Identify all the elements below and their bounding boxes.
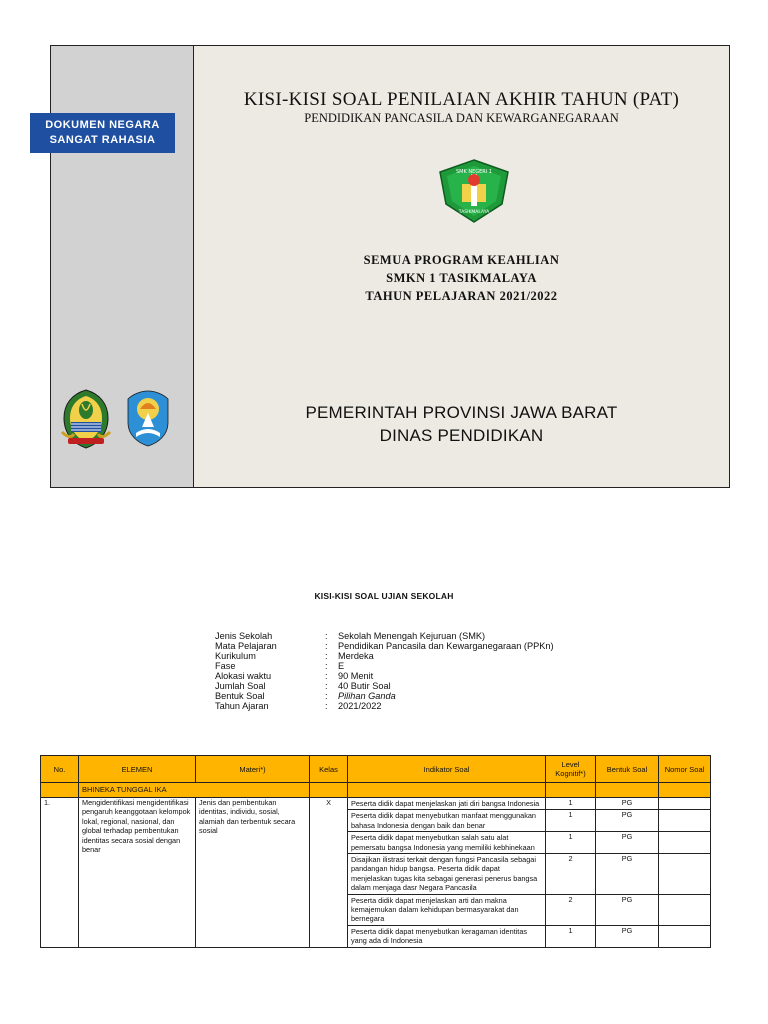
section-cell-empty bbox=[348, 783, 546, 798]
indikator-cell: Peserta didik dapat menyebutkan keragaman identitas yang ada di Indonesia bbox=[348, 925, 546, 947]
header-nomor: Nomor Soal bbox=[659, 756, 711, 783]
level-cell: 2 bbox=[546, 894, 596, 925]
bentuk-cell: PG bbox=[596, 798, 659, 810]
row-kelas: X bbox=[310, 798, 348, 948]
nomor-cell bbox=[659, 832, 711, 854]
info-value: Pilihan Ganda bbox=[338, 691, 396, 701]
smk-logo-top-text: SMK NEGERI 1 bbox=[455, 169, 493, 175]
smk-logo-bottom-text: TASIKMALAYA bbox=[458, 210, 490, 215]
info-value: Sekolah Menengah Kejuruan (SMK) bbox=[338, 631, 486, 641]
header-kelas: Kelas bbox=[310, 756, 348, 783]
cover-title: KISI-KISI SOAL PENILAIAN AKHIR TAHUN (PAT) bbox=[243, 89, 680, 110]
section-cell-empty bbox=[310, 783, 348, 798]
info-label: Jenis Sekolah bbox=[215, 631, 273, 641]
info-colon: : bbox=[325, 651, 328, 661]
info-label: Bentuk Soal bbox=[215, 691, 265, 701]
indikator-cell: Disajikan ilistrasi terkait dengan fungsi Pancasila sebagai pandangan hidup bangsa. Peserta didik dapat menjelaskan tugas kita sebagai generasi penerus bangsa dalam menjaga dasr Negara Pancasila bbox=[348, 854, 546, 895]
info-label: Tahun Ajaran bbox=[215, 701, 269, 711]
info-label: Alokasi waktu bbox=[215, 671, 272, 681]
header-bentuk: Bentuk Soal bbox=[596, 756, 659, 783]
info-label: Kurikulum bbox=[215, 651, 256, 661]
cover-subtitle: PENDIDIKAN PANCASILA DAN KEWARGANEGARAAN bbox=[304, 111, 619, 125]
row-elemen: Mengidentifikasi mengidentifikasi pengaruh keanggotaan kelompok lokal, regional, nasional, dan global terhadap pembentukan identitas secara sosial dengan benar bbox=[79, 798, 196, 948]
info-value: E bbox=[338, 661, 345, 671]
info-colon: : bbox=[325, 631, 328, 641]
info-row bbox=[215, 661, 554, 671]
info-colon: : bbox=[325, 671, 328, 681]
smk-school-logo-icon bbox=[438, 158, 510, 224]
info-label: Jumlah Soal bbox=[215, 681, 266, 691]
nomor-cell bbox=[659, 894, 711, 925]
info-row bbox=[215, 701, 554, 711]
table-header-row bbox=[41, 756, 711, 783]
header-no: No. bbox=[41, 756, 79, 783]
section-cell-empty bbox=[659, 783, 711, 798]
program-line-3: TAHUN PELAJARAN 2021/2022 bbox=[365, 289, 558, 303]
info-row bbox=[215, 691, 554, 701]
section-cell-empty bbox=[41, 783, 79, 798]
info-value: Merdeka bbox=[338, 651, 374, 661]
info-value: Pendidikan Pancasila dan Kewarganegaraan (PPKn) bbox=[338, 641, 554, 651]
level-cell: 1 bbox=[546, 832, 596, 854]
cover-page bbox=[50, 45, 730, 488]
info-colon: : bbox=[325, 691, 328, 701]
document-heading: KISI-KISI SOAL UJIAN SEKOLAH bbox=[314, 591, 454, 601]
section-title: BHINEKA TUNGGAL IKA bbox=[79, 783, 310, 798]
info-row bbox=[215, 681, 554, 691]
indikator-cell: Peserta didik dapat menyebutkan salah satu alat pemersatu bangsa Indonesia yang memiliki kebhinekaan bbox=[348, 832, 546, 854]
row-number: 1. bbox=[41, 798, 79, 948]
kisi-kisi-table bbox=[40, 755, 711, 948]
header-indikator: Indikator Soal bbox=[348, 756, 546, 783]
level-cell: 2 bbox=[546, 854, 596, 895]
tut-wuri-handayani-icon bbox=[122, 389, 174, 447]
section-row bbox=[41, 783, 711, 798]
indikator-cell: Peserta didik dapat menjelaskan arti dan makna kemajemukan dalam kehidupan bermasyarakat dan bernegara bbox=[348, 894, 546, 925]
info-label: Fase bbox=[215, 661, 236, 671]
info-colon: : bbox=[325, 681, 328, 691]
info-value: 40 Butir Soal bbox=[338, 681, 391, 691]
stamp-line-2: SANGAT RAHASIA bbox=[49, 134, 156, 146]
nomor-cell bbox=[659, 925, 711, 947]
header-level: Level Kognitif*) bbox=[546, 756, 596, 783]
confidential-stamp bbox=[30, 113, 175, 153]
level-cell: 1 bbox=[546, 810, 596, 832]
info-row bbox=[215, 641, 554, 651]
row-materi: Jenis dan pembentukan identitas, individu, sosial, alamiah dan terbentuk secara sosial bbox=[196, 798, 310, 948]
info-row bbox=[215, 671, 554, 681]
indikator-cell: Peserta didik dapat menyebutkan manfaat menggunakan bahasa Indonesia dengan baik dan benar bbox=[348, 810, 546, 832]
bentuk-cell: PG bbox=[596, 832, 659, 854]
header-materi: Materi*) bbox=[196, 756, 310, 783]
bentuk-cell: PG bbox=[596, 925, 659, 947]
info-label: Mata Pelajaran bbox=[215, 641, 277, 651]
program-line-2: SMKN 1 TASIKMALAYA bbox=[386, 271, 537, 285]
info-colon: : bbox=[325, 661, 328, 671]
nomor-cell bbox=[659, 854, 711, 895]
info-value: 90 Menit bbox=[338, 671, 374, 681]
program-line-1: SEMUA PROGRAM KEAHLIAN bbox=[363, 253, 560, 267]
nomor-cell bbox=[659, 810, 711, 832]
level-cell: 1 bbox=[546, 925, 596, 947]
table-row bbox=[41, 798, 711, 810]
header-elemen: ELEMEN bbox=[79, 756, 196, 783]
info-row bbox=[215, 631, 554, 641]
government-line-1: PEMERINTAH PROVINSI JAWA BARAT bbox=[305, 403, 618, 422]
info-row bbox=[215, 651, 554, 661]
info-colon: : bbox=[325, 641, 328, 651]
info-value: 2021/2022 bbox=[338, 701, 382, 711]
bentuk-cell: PG bbox=[596, 854, 659, 895]
document-info-block bbox=[215, 631, 554, 711]
government-line-2: DINAS PENDIDIKAN bbox=[379, 426, 544, 445]
bentuk-cell: PG bbox=[596, 894, 659, 925]
indikator-cell: Peserta didik dapat menjelaskan jati diri bangsa Indonesia bbox=[348, 798, 546, 810]
bentuk-cell: PG bbox=[596, 810, 659, 832]
level-cell: 1 bbox=[546, 798, 596, 810]
section-cell-empty bbox=[596, 783, 659, 798]
info-colon: : bbox=[325, 701, 328, 711]
nomor-cell bbox=[659, 798, 711, 810]
stamp-line-1: DOKUMEN NEGARA bbox=[45, 119, 160, 131]
section-cell-empty bbox=[546, 783, 596, 798]
jabar-emblem-icon bbox=[60, 388, 112, 450]
